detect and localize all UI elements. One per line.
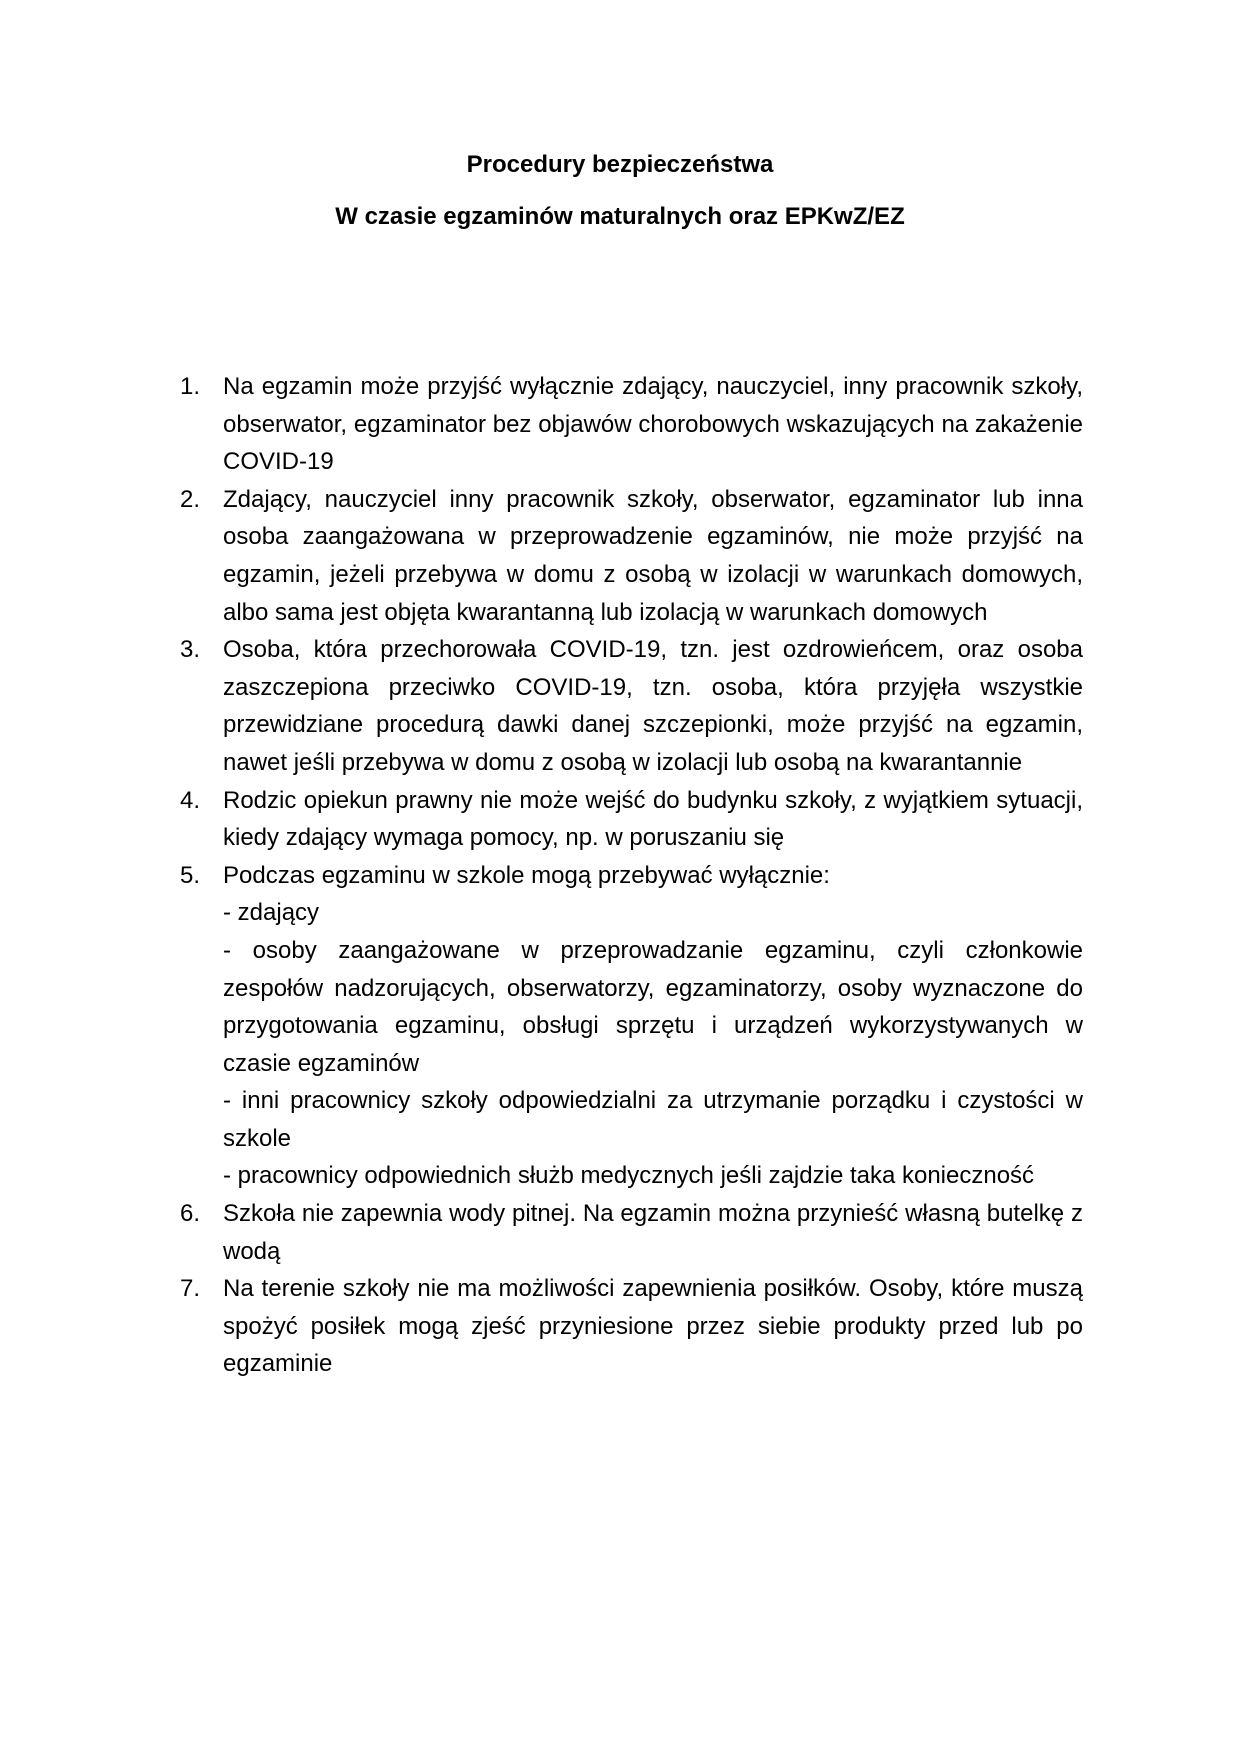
- list-item-3: [180, 631, 1083, 781]
- item-number: 6.: [180, 1200, 201, 1228]
- item-text: Szkoła nie zapewnia wody pitnej. Na egzamin można przynieść własną butelkę z wodą: [223, 1200, 1083, 1265]
- procedures-list: [180, 368, 1083, 1383]
- item-text: Na terenie szkoły nie ma możliwości zapewnienia posiłków. Osoby, które muszą spożyć posiłek mogą zjeść przyniesione przez siebie produkty przed lub po egzaminie: [223, 1275, 1083, 1378]
- item-number: 7.: [180, 1275, 201, 1303]
- title-block: [0, 150, 1240, 232]
- list-item-6: [180, 1195, 1083, 1270]
- list-item-2: [180, 481, 1083, 631]
- list-item-1: [180, 368, 1083, 481]
- sub-item-school-workers: - inni pracownicy szkoły odpowiedzialni za utrzymanie porządku i czystości w szkole: [223, 1087, 1083, 1152]
- sub-item-exam-staff: - osoby zaangażowane w przeprowadzanie egzaminu, czyli członkowie zespołów nadzorujących, obserwatorzy, egzaminatorzy, osoby wyznaczone do przygotowania egzaminu, obsługi sprzętu i urządzeń wykorzystywanych w czasie egzaminów: [223, 936, 1083, 1077]
- list-item-7: [180, 1270, 1083, 1383]
- list-item-5: [180, 857, 1083, 1195]
- item-text: Podczas egzaminu w szkole mogą przebywać wyłącznie:: [223, 861, 830, 889]
- page-subtitle: W czasie egzaminów maturalnych oraz EPKwZ/EZ: [335, 203, 905, 230]
- sub-item-examinees: - zdający: [223, 899, 320, 927]
- item-number: 5.: [180, 861, 201, 889]
- item-text: Osoba, która przechorowała COVID-19, tzn. jest ozdrowieńcem, oraz osoba zaszczepiona przeciwko COVID-19, tzn. osoba, która przyjęła wszystkie przewidziane procedurą dawki danej szczepionki, może przyjść na egzamin, nawet jeśli przebywa w domu z osobą w izolacji lub osobą na kwarantannie: [223, 636, 1083, 776]
- item-text: Rodzic opiekun prawny nie może wejść do budynku szkoły, z wyjątkiem sytuacji, kiedy zdający wymaga pomocy, np. w poruszaniu się: [223, 786, 1083, 852]
- item-text: Na egzamin może przyjść wyłącznie zdający, nauczyciel, inny pracownik szkoły, obserwator, egzaminator bez objawów chorobowych wskazujących na zakażenie COVID-19: [223, 373, 1083, 476]
- item-number: 4.: [180, 786, 201, 814]
- sub-item-medical-services: - pracownicy odpowiednich służb medycznych jeśli zajdzie taka konieczność: [223, 1162, 1035, 1190]
- item-number: 1.: [180, 373, 201, 400]
- list-item-4: [180, 782, 1083, 857]
- item-text: Zdający, nauczyciel inny pracownik szkoły, obserwator, egzaminator lub inna osoba zaangażowana w przeprowadzenie egzaminów, nie może przyjść na egzamin, jeżeli przebywa w domu z osobą w izolacji w warunkach domowych, albo sama jest objęta kwarantanną lub izolacją w warunkach domowych: [223, 485, 1083, 626]
- page-title: Procedury bezpieczeństwa: [466, 151, 774, 178]
- item-number: 3.: [180, 636, 201, 664]
- item-number: 2.: [180, 485, 201, 513]
